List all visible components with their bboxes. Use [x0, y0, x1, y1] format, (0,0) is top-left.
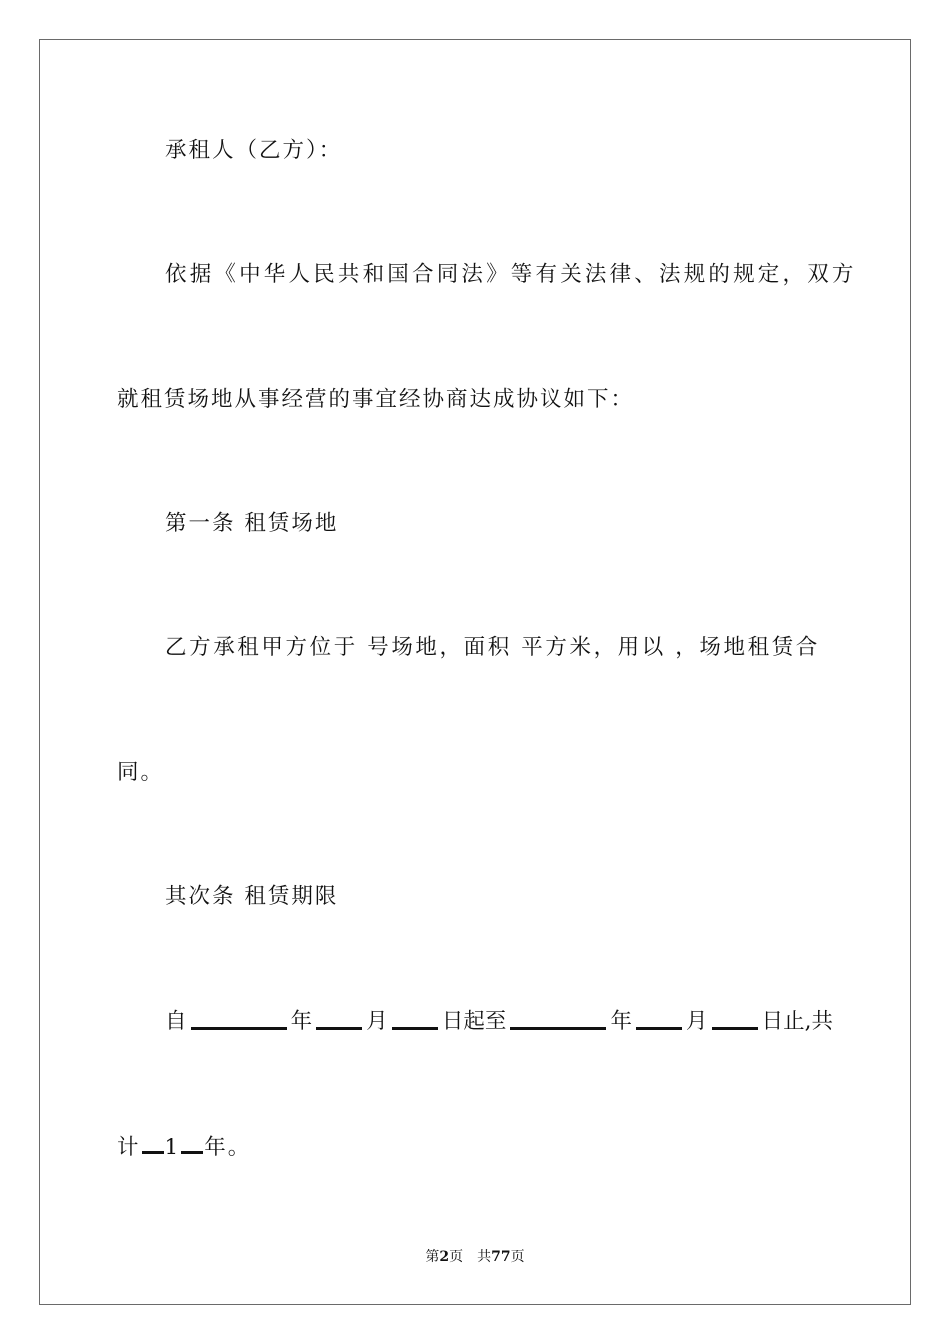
lease-total-line — [117, 1131, 833, 1163]
end-month-blank — [636, 1007, 682, 1030]
term-year-label: 年 — [290, 1009, 313, 1034]
footer-page-prefix: 第 — [425, 1249, 440, 1265]
total-blank-right — [181, 1131, 203, 1154]
footer-total-prefix: 共 — [477, 1249, 492, 1265]
total-blank-left — [142, 1131, 164, 1154]
end-day-blank — [712, 1007, 758, 1030]
total-value: 1 — [164, 1135, 181, 1160]
page-footer — [0, 1248, 950, 1266]
lease-term-line — [165, 1007, 833, 1037]
paragraph-basis-line-1-text: 依据《中华人民共和国合同法》等有关法律、法规的规定，双方 — [165, 262, 857, 287]
article-1-body-line-1: 乙方承租甲方位于 号场地，面积 平方米，用以 ，场地租赁合 — [165, 635, 820, 660]
footer-page-unit: 页 — [449, 1249, 464, 1265]
lessee-label: 承租人（乙方）： — [165, 138, 343, 163]
article-1-heading: 第一条 租赁场地 — [165, 511, 339, 536]
footer-total-unit: 页 — [510, 1249, 525, 1265]
term-day-to-label: 日止,共 — [761, 1009, 833, 1034]
footer-page-current: 2 — [439, 1249, 450, 1265]
term-month-label: 月 — [366, 1009, 388, 1034]
start-month-blank — [316, 1007, 362, 1030]
total-unit: 年。 — [204, 1135, 252, 1160]
paragraph-basis-line-2: 就租赁场地从事经营的事宜经协商达成协议如下： — [117, 387, 635, 412]
term-day-from-label: 日起至 — [441, 1009, 507, 1034]
footer-page-total: 77 — [491, 1249, 511, 1265]
start-year-blank — [191, 1007, 287, 1030]
end-year-blank — [510, 1007, 606, 1030]
start-day-blank — [392, 1007, 438, 1030]
term-month-label-2: 月 — [686, 1009, 708, 1034]
paragraph-basis-line-1 — [165, 260, 857, 290]
total-prefix: 计 — [117, 1135, 141, 1160]
article-2-heading: 其次条 租赁期限 — [165, 884, 339, 909]
term-from-label: 自 — [165, 1009, 187, 1034]
term-year-label-2: 年 — [610, 1009, 632, 1034]
page-border — [39, 39, 911, 1305]
article-1-body-line-2: 同。 — [117, 760, 165, 785]
